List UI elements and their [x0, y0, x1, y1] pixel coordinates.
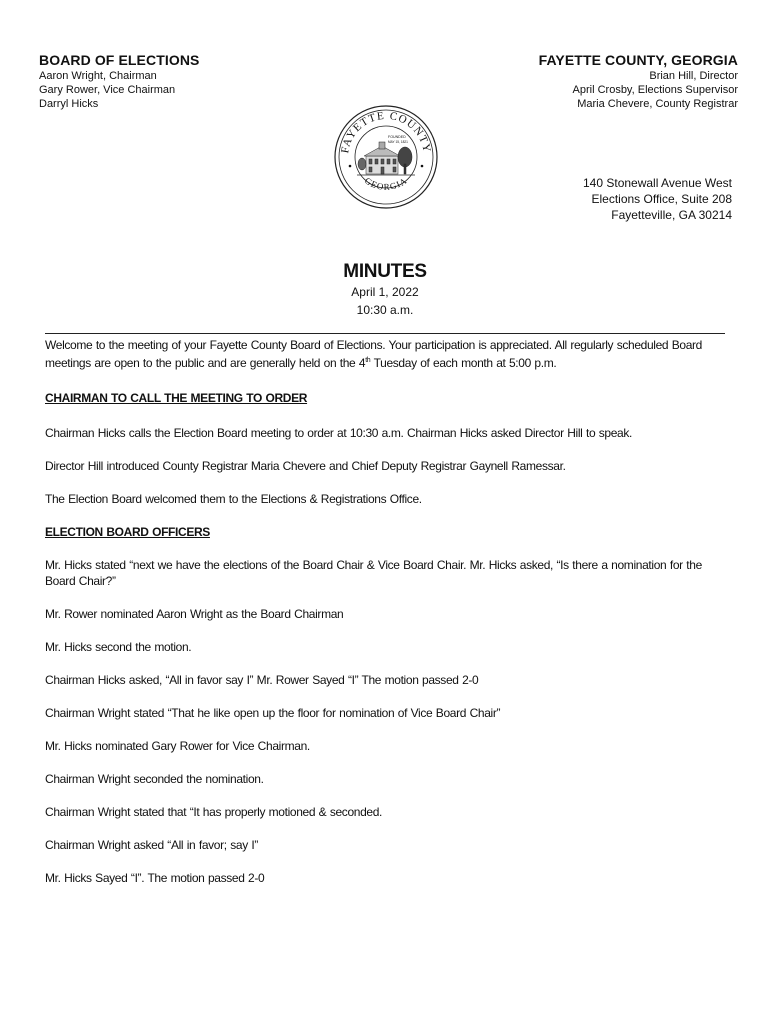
intro-text: Welcome to the meeting of your Fayette County Board of Elections. Your participation is appreciated. All regularly scheduled Board meetings are open to the public and are generally held on the 4: [45, 338, 703, 370]
county-title: FAYETTE COUNTY, GEORGIA: [538, 52, 738, 68]
minutes-body: [45, 337, 725, 886]
board-member: Gary Rower, Vice Chairman: [39, 84, 176, 96]
address-line: Elections Office, Suite 208: [591, 192, 732, 206]
paragraph: Chairman Wright stated that “It has properly motioned & seconded.: [45, 805, 383, 819]
address-line: 140 Stonewall Avenue West: [583, 176, 732, 190]
seal-bottom-text: GEORGIA: [362, 175, 410, 192]
section-heading-officers: ELECTION BOARD OFFICERS: [45, 525, 210, 539]
minutes-title-block: [0, 261, 770, 319]
meeting-time: 10:30 a.m.: [356, 303, 414, 317]
board-title: BOARD OF ELECTIONS: [39, 52, 200, 68]
seal-founded-date: MAY 15, 1821: [388, 140, 408, 144]
board-member: Darryl Hicks: [39, 98, 99, 110]
paragraph: Chairman Wright stated “That he like open up the floor for nomination of Vice Board Chair”: [45, 706, 501, 720]
staff-member: Brian Hill, Director: [649, 70, 738, 82]
address-line: Fayetteville, GA 30214: [611, 208, 732, 222]
paragraph: Mr. Hicks second the motion.: [45, 640, 192, 654]
staff-member: April Crosby, Elections Supervisor: [572, 84, 738, 96]
section-heading-call-to-order: CHAIRMAN TO CALL THE MEETING TO ORDER: [45, 391, 308, 405]
intro-text-end: Tuesday of each month at 5:00 p.m.: [370, 356, 557, 370]
paragraph: Chairman Wright seconded the nomination.: [45, 772, 264, 786]
board-of-elections-header: [39, 52, 299, 111]
board-member: Aaron Wright, Chairman: [39, 70, 157, 82]
paragraph: Mr. Hicks stated “next we have the elections of the Board Chair & Vice Board Chair. Mr. Hicks asked, “Is there a nomination for the Board Chair?”: [45, 558, 702, 588]
divider: [45, 333, 725, 334]
paragraph: Director Hill introduced County Registrar Maria Chevere and Chief Deputy Registrar Gaynell Ramessar.: [45, 459, 566, 473]
seal-founded-text: FOUNDED: [388, 135, 406, 139]
office-address: [583, 175, 732, 223]
page-title: MINUTES: [343, 261, 427, 282]
meeting-date: April 1, 2022: [351, 285, 419, 299]
seal-top-text: FAYETTE COUNTY: [339, 109, 433, 155]
county-seal: [333, 104, 439, 210]
paragraph: Mr. Hicks Sayed “I”. The motion passed 2-0: [45, 871, 265, 885]
intro-paragraph: [45, 337, 725, 371]
paragraph: Mr. Rower nominated Aaron Wright as the Board Chairman: [45, 607, 344, 621]
county-header: [408, 52, 738, 111]
paragraph: Chairman Hicks asked, “All in favor say I” Mr. Rower Sayed “I” The motion passed 2-0: [45, 673, 479, 687]
paragraph: Mr. Hicks nominated Gary Rower for Vice Chairman.: [45, 739, 310, 753]
intro-superscript: th: [365, 357, 371, 364]
paragraph: Chairman Hicks calls the Election Board meeting to order at 10:30 a.m. Chairman Hicks asked Director Hill to speak.: [45, 426, 633, 440]
staff-member: Maria Chevere, County Registrar: [577, 98, 738, 110]
paragraph: The Election Board welcomed them to the Elections & Registrations Office.: [45, 492, 422, 506]
paragraph: Chairman Wright asked “All in favor; say I”: [45, 838, 258, 852]
